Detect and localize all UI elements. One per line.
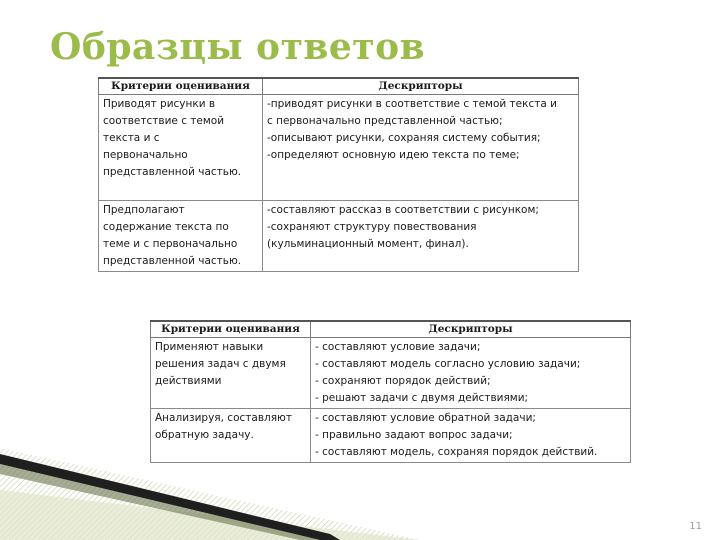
- criterion-line: текста и с: [103, 132, 160, 144]
- page-number: 11: [689, 521, 702, 532]
- table-header-row: [99, 78, 579, 95]
- criterion-line: обратную задачу.: [155, 429, 254, 441]
- descriptor-line: - решают задачи с двумя действиями;: [315, 392, 529, 404]
- criterion-line: соответствие с темой: [103, 115, 225, 127]
- header-criteria: Критерии оценивания: [99, 78, 263, 95]
- criterion-line: представленной частью.: [103, 255, 242, 267]
- descriptor-cell: [263, 201, 579, 272]
- descriptor-line: -приводят рисунки в соответствие с темой текста и: [267, 98, 557, 110]
- header-descriptors: Дескрипторы: [263, 78, 579, 95]
- descriptor-line: - составляют условие обратной задачи;: [315, 412, 536, 424]
- descriptor-line: -сохраняют структуру повествования: [267, 221, 477, 233]
- criterion-line: теме и с первоначально: [103, 238, 238, 250]
- descriptor-line: - составляют условие задачи;: [315, 341, 481, 353]
- descriptor-line: - составляют модель согласно условию задачи;: [315, 358, 581, 370]
- descriptor-line: -описывают рисунки, сохраняя систему события;: [267, 132, 541, 144]
- criterion-cell: [99, 95, 263, 201]
- header-criteria: Критерии оценивания: [151, 321, 311, 338]
- table-row: [99, 201, 579, 272]
- criterion-line: решения задач с двумя: [155, 358, 286, 370]
- descriptor-line: -составляют рассказ в соответствии с рисунком;: [267, 204, 539, 216]
- criterion-line: Анализируя, составляют: [155, 412, 292, 424]
- descriptor-line: (кульминационный момент, финал).: [267, 238, 469, 250]
- descriptor-cell: [263, 95, 579, 201]
- table-header-row: [151, 321, 631, 338]
- table-row: [99, 95, 579, 201]
- criterion-cell: [151, 338, 311, 409]
- descriptor-line: -определяют основную идею текста по теме;: [267, 149, 520, 161]
- slide-title: Образцы ответов: [50, 26, 426, 68]
- decorative-stripes: [0, 430, 420, 540]
- descriptor-line: с первоначально представленной частью;: [267, 115, 503, 127]
- criteria-table-1: [98, 77, 579, 272]
- criterion-line: первоначально: [103, 149, 188, 161]
- criterion-line: представленной частью.: [103, 166, 242, 178]
- descriptor-cell: [311, 338, 631, 409]
- criterion-line: действиями: [155, 375, 222, 387]
- criterion-line: Применяют навыки: [155, 341, 264, 353]
- criterion-cell: [99, 201, 263, 272]
- descriptor-line: - правильно задают вопрос задачи;: [315, 429, 513, 441]
- header-descriptors: Дескрипторы: [311, 321, 631, 338]
- criterion-line: Предполагают: [103, 204, 185, 216]
- criterion-line: Приводят рисунки в: [103, 98, 216, 110]
- criterion-line: содержание текста по: [103, 221, 229, 233]
- table-row: [151, 338, 631, 409]
- descriptor-line: - сохраняют порядок действий;: [315, 375, 491, 387]
- descriptor-line: - составляют модель, сохраняя порядок действий.: [315, 446, 598, 458]
